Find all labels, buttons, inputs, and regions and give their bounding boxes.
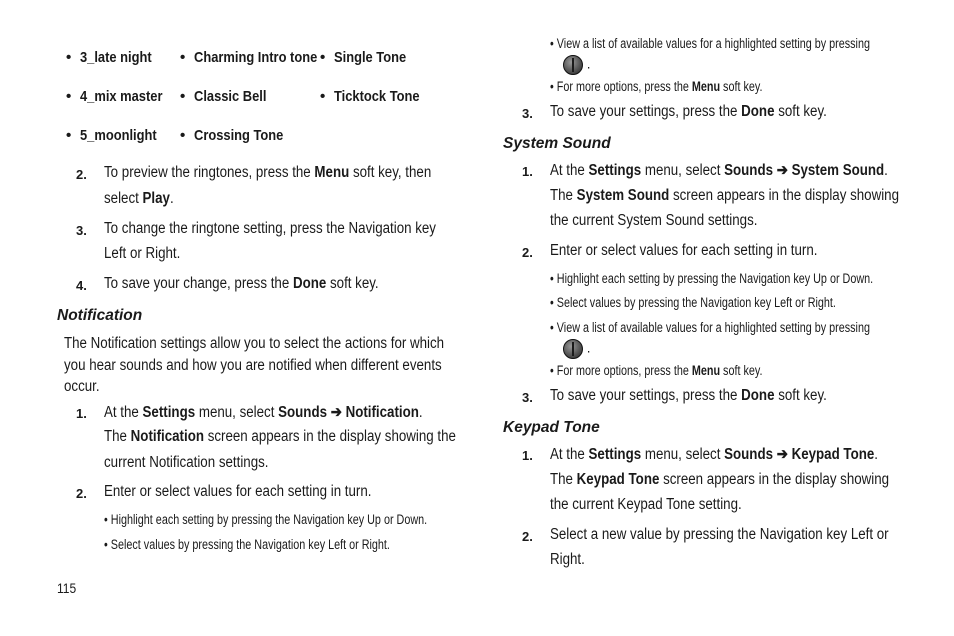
step-text: Right. [550,551,585,568]
step-number: 3. [522,106,533,121]
step-text: At the Settings menu, select Sounds ➔ Keypad Tone. [550,446,878,463]
step-text: To save your settings, press the Done soft key. [550,387,827,404]
step-text: The Notification screen appears in the display showing the [104,428,456,445]
paragraph: you hear sounds and how you are notified when different events [64,357,442,374]
paragraph: occur. [64,378,100,395]
step-text: current Notification settings. [104,454,269,471]
bullet-item: • View a list of available values for a highlighted setting by pressing [550,36,870,51]
section-heading: Keypad Tone [503,419,600,436]
step-text: Left or Right. [104,245,181,262]
step-text: select Play. [104,190,174,207]
step-text: Enter or select values for each setting in turn. [550,242,818,259]
paragraph: The Notification settings allow you to select the actions for which [64,335,445,352]
bullet-item: • Highlight each setting by pressing the Navigation key Up or Down. [550,271,874,286]
step-number: 1. [522,164,533,179]
bullet-item: • Highlight each setting by pressing the Navigation key Up or Down. [104,512,428,527]
bullet-item: • For more options, press the Menu soft key. [550,363,763,378]
page-number: 115 [57,580,77,596]
bullet-item: • For more options, press the Menu soft key. [550,79,763,94]
step-text: The System Sound screen appears in the display showing [550,187,899,204]
step-text: At the Settings menu, select Sounds ➔ System Sound. [550,162,888,179]
bullet-item: • View a list of available values for a highlighted setting by pressing [550,320,870,335]
step-number: 3. [76,223,87,238]
step-number: 2. [76,167,87,182]
step-text: Enter or select values for each setting in turn. [104,483,372,500]
step-text: To preview the ringtones, press the Menu soft key, then [104,164,432,181]
step-text: The Keypad Tone screen appears in the display showing [550,471,890,488]
step-text: the current Keypad Tone setting. [550,496,742,513]
bullet-item: • Select values by pressing the Navigation key Left or Right. [550,295,836,310]
step-number: 4. [76,278,87,293]
step-text: the current System Sound settings. [550,212,758,229]
ok-key-icon [563,55,583,75]
step-text: Select a new value by pressing the Navigation key Left or [550,526,889,543]
key-line: . [563,339,591,359]
key-line: . [563,55,591,75]
step-number: 1. [76,406,87,421]
section-heading: Notification [57,307,143,324]
step-text: At the Settings menu, select Sounds ➔ Notification. [104,404,423,421]
section-heading: System Sound [503,135,611,152]
step-number: 2. [76,486,87,501]
step-number: 2. [522,245,533,260]
step-number: 2. [522,529,533,544]
ok-key-icon [563,339,583,359]
bullet-item: • Select values by pressing the Navigation key Left or Right. [104,537,390,552]
step-number: 1. [522,448,533,463]
step-text: To save your change, press the Done soft key. [104,275,379,292]
step-text: To save your settings, press the Done soft key. [550,103,827,120]
step-number: 3. [522,390,533,405]
step-text: To change the ringtone setting, press the Navigation key [104,220,436,237]
